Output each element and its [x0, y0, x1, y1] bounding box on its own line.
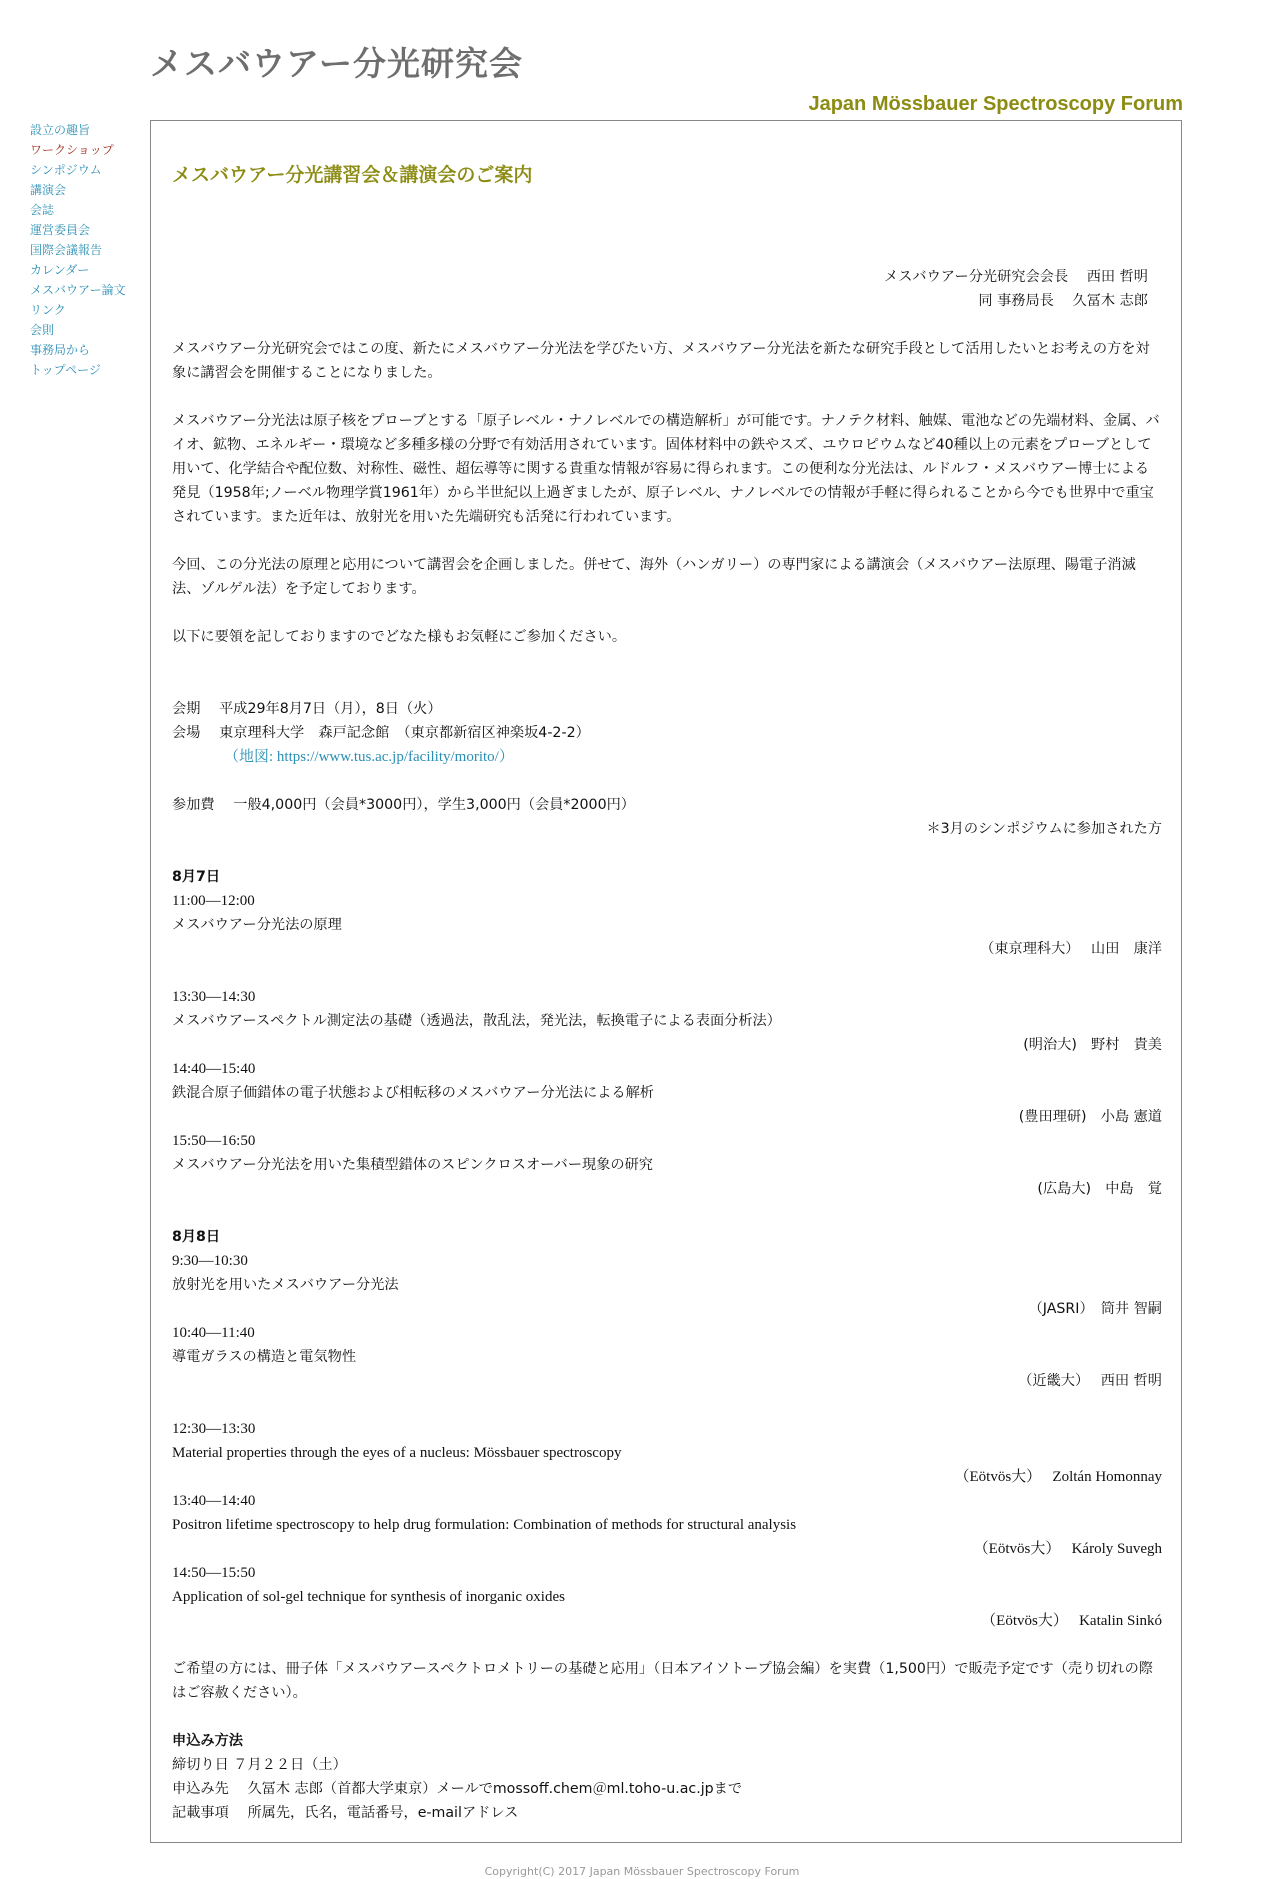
talk-speaker: （東京理科大） 山田 康洋: [980, 941, 1162, 957]
nav-item-calendar[interactable]: カレンダー: [30, 263, 90, 277]
nav-item-top-page[interactable]: トップページ: [30, 363, 101, 377]
talk-speaker: （Eötvös大） Károly Suvegh: [973, 1541, 1162, 1557]
talk-time: 11:00—12:00: [172, 893, 255, 909]
signature-president: メスバウアー分光研究会会長 西田 哲明: [884, 269, 1148, 285]
book-note: ご希望の方には、冊子体「メスバウアースペクトロメトリーの基礎と応用」（日本アイソトープ協会編）を実費（1,500円）で販売予定です（売り切れの際はご容赦ください）。: [172, 1661, 1153, 1701]
talk-title: 導電ガラスの構造と電気物性: [172, 1349, 357, 1365]
talk-time: 13:30—14:30: [172, 989, 256, 1005]
invite-paragraph: 以下に要領を記しておりますのでどなた様もお気軽にご参加ください。: [172, 629, 627, 645]
side-nav: [30, 120, 150, 380]
talk-time: 15:50—16:50: [172, 1133, 256, 1149]
talk-title: 鉄混合原子価錯体の電子状態および相転移のメスバウアー分光法による解析: [172, 1085, 654, 1101]
site-title: メスバウアー分光研究会: [150, 44, 524, 83]
application-label: 申込み方法: [172, 1733, 243, 1749]
nav-item-office[interactable]: 事務局から: [30, 343, 91, 357]
talk-time: 9:30—10:30: [172, 1253, 248, 1269]
intro-paragraph: メスバウアー分光研究会ではこの度、新たにメスバウアー分光法を学びたい方、メスバウアー分光法を新たな研究手段として活用したいとお考えの方を対象に講習会を開催することになりました。: [172, 341, 1150, 381]
nav-item-workshop[interactable]: ワークショップ: [30, 143, 114, 157]
talk-speaker: （JASRI） 筒井 智嗣: [1028, 1301, 1162, 1317]
talk-time: 14:50—15:50: [172, 1565, 256, 1581]
site-subtitle: Japan Mössbauer Spectroscopy Forum: [808, 93, 1183, 115]
talk-title: メスバウアー分光法を用いた集積型錯体のスピンクロスオーバー現象の研究: [172, 1157, 653, 1173]
talk-title: Application of sol-gel technique for synthesis of inorganic oxides: [172, 1589, 565, 1605]
plan-paragraph: 今回、この分光法の原理と応用について講習会を企画しました。併せて、海外（ハンガリー）の専門家による講演会（メスバウアー法原理、陽電子消滅法、ゾルゲル法）を予定しております。: [172, 557, 1136, 597]
talk-title: Material properties through the eyes of a nucleus: Mössbauer spectroscopy: [172, 1445, 622, 1461]
nav-item-about[interactable]: 設立の趣旨: [30, 123, 91, 137]
day2-label: 8月8日: [172, 1229, 221, 1245]
talk-speaker: （Eötvös大） Zoltán Homonnay: [954, 1469, 1162, 1485]
talk-speaker: (広島大) 中島 覚: [1037, 1181, 1162, 1197]
venue-line: 会場 東京理科大学 森戸記念館 （東京都新宿区神楽坂4-2-2）: [172, 725, 590, 741]
map-link[interactable]: （地図: https://www.tus.ac.jp/facility/morito/）: [224, 749, 514, 765]
talk-title: 放射光を用いたメスバウアー分光法: [172, 1277, 399, 1293]
nav-item-lecture[interactable]: 講演会: [30, 183, 67, 197]
application-contact: 申込み先 久冨木 志郎（首都大学東京）メールでmossoff.chem＠ml.toho-u.ac.jpまで: [172, 1781, 743, 1797]
talk-time: 12:30—13:30: [172, 1421, 256, 1437]
talk-speaker: (豊田理研) 小島 憲道: [1018, 1109, 1162, 1125]
talk-time: 14:40—15:40: [172, 1061, 256, 1077]
talk-title: メスバウアー分光法の原理: [172, 917, 342, 933]
talk-speaker: （近畿大） 西田 哲明: [1018, 1373, 1162, 1389]
talk-speaker: (明治大) 野村 貴美: [1023, 1037, 1162, 1053]
nav-item-conference-report[interactable]: 国際会議報告: [30, 243, 103, 257]
nav-item-rules[interactable]: 会則: [30, 323, 55, 337]
talk-time: 10:40—11:40: [172, 1325, 255, 1341]
fee-line: 参加費 一般4,000円（会員*3000円），学生3,000円（会員*2000円）: [172, 797, 635, 813]
method-paragraph: メスバウアー分光法は原子核をプローブとする「原子レベル・ナノレベルでの構造解析」が可能です。ナノテク材料、触媒、電池などの先端材料、金属、バイオ、鉱物、エネルギー・環境など多種多様の分野で有効活用されています。固体材料中の鉄やスズ、ユウロピウムなど40種以上の元素をプローブとして用いて、化学結合や配位数、対称性、磁性、超伝導等に関する貴重な情報が容易に得られます。この便利な分光法は、ルドルフ・メスバウアー博士による発見（1958年;ノーベル物理学賞1961年）から半世紀以上過ぎましたが、原子レベル、ナノレベルでの情報が手軽に得られることから今でも世界中で重宝されています。また近年は、放射光を用いた先端研究も活発に行われています。: [172, 413, 1160, 525]
talk-title: メスバウアースペクトル測定法の基礎（透過法，散乱法，発光法，転換電子による表面分析法）: [172, 1013, 781, 1029]
nav-item-links[interactable]: リンク: [30, 303, 66, 317]
content-box: [150, 120, 1182, 1843]
nav-item-committee[interactable]: 運営委員会: [30, 223, 91, 237]
signature-secretary: 同 事務局長 久冨木 志郎: [978, 293, 1148, 309]
nav-item-symposium[interactable]: シンポジウム: [30, 163, 102, 177]
application-deadline: 締切り日 ７月２２日（土）: [172, 1757, 347, 1773]
fee-note: ＊3月のシンポジウムに参加された方: [926, 821, 1162, 837]
day1-label: 8月7日: [172, 869, 221, 885]
nav-item-papers[interactable]: メスバウアー論文: [30, 283, 126, 297]
footer-copyright: Copyright(C) 2017 Japan Mössbauer Spectroscopy Forum: [484, 1865, 800, 1878]
talk-speaker: （Eötvös大） Katalin Sinkó: [981, 1613, 1162, 1629]
date-line: 会期 平成29年8月7日（月），8日（火）: [172, 701, 442, 717]
application-fields: 記載事項 所属先，氏名，電話番号，e-mailアドレス: [172, 1805, 519, 1821]
talk-title: Positron lifetime spectroscopy to help drug formulation: Combination of methods for structural analysis: [172, 1517, 797, 1533]
talk-time: 13:40—14:40: [172, 1493, 256, 1509]
article-heading: メスバウアー分光講習会＆講演会のご案内: [172, 164, 533, 186]
nav-item-journal[interactable]: 会誌: [30, 203, 55, 217]
